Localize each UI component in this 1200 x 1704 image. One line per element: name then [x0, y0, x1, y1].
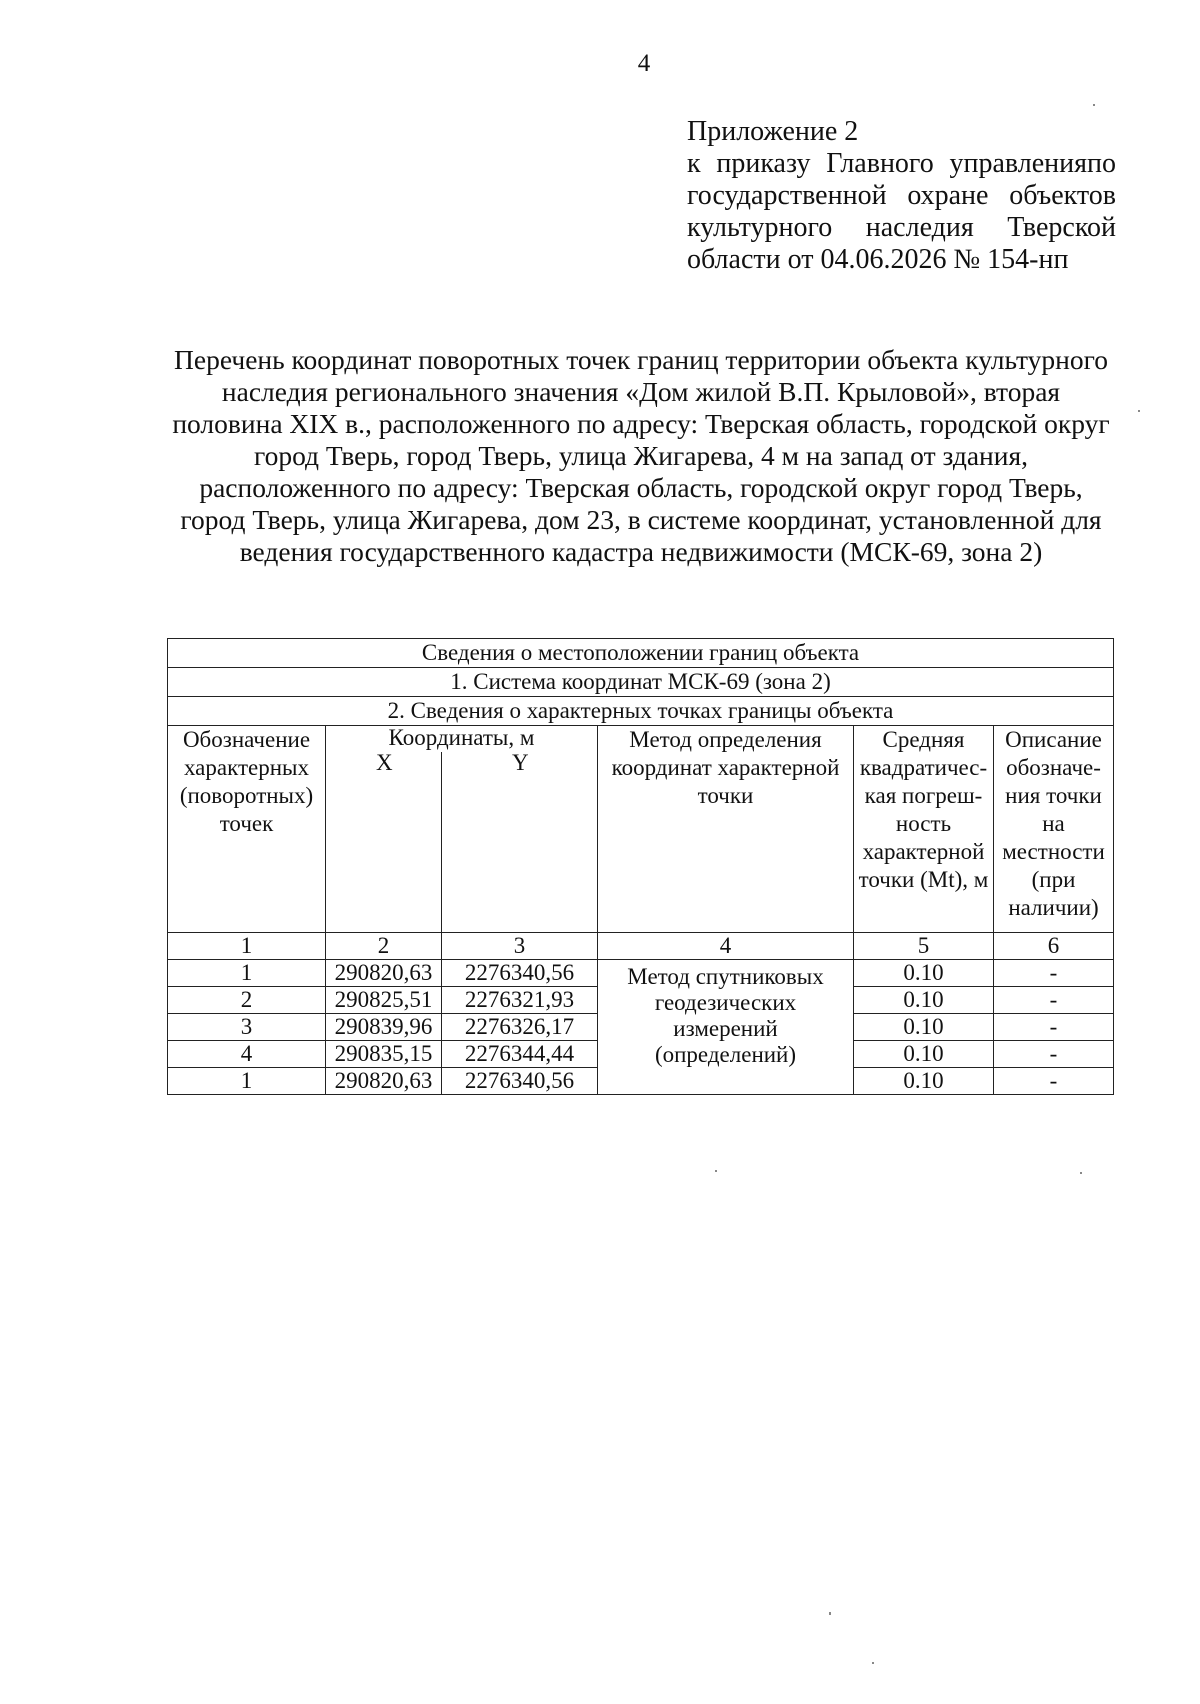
y-coordinate: 2276340,56 [442, 1068, 598, 1095]
col-number-4: 4 [598, 933, 854, 960]
scan-speck [1138, 410, 1140, 412]
point-description: - [994, 960, 1114, 987]
col-header-desc: Описание обозначе-ния точки на местности (при наличии) [994, 726, 1114, 933]
point-number: 1 [168, 1068, 326, 1095]
col-header-point: Обозначение характерных (поворотных) точек [168, 726, 326, 933]
x-coordinate: 290825,51 [326, 987, 442, 1014]
scan-speck [872, 1662, 874, 1664]
y-coordinate: 2276326,17 [442, 1014, 598, 1041]
scan-speck [1080, 1172, 1082, 1174]
x-coordinate: 290820,63 [326, 1068, 442, 1095]
error-value: 0.10 [854, 987, 994, 1014]
method-description: Метод спутниковых геодезических измерений (определений) [598, 960, 854, 1095]
col-number-1: 1 [168, 933, 326, 960]
col-number-5: 5 [854, 933, 994, 960]
col-number-2: 2 [326, 933, 442, 960]
point-number: 3 [168, 1014, 326, 1041]
point-number: 1 [168, 960, 326, 987]
point-description: - [994, 1014, 1114, 1041]
error-value: 0.10 [854, 960, 994, 987]
col-number-3: 3 [442, 933, 598, 960]
x-coordinate: 290835,15 [326, 1041, 442, 1068]
scan-speck [715, 1170, 717, 1172]
coord-system-header: 1. Система координат МСК-69 (зона 2) [168, 668, 1114, 697]
col-header-error: Средняя квадратичес-кая погреш-ность характерной точки (Mt), м [854, 726, 994, 933]
y-coordinate: 2276344,44 [442, 1041, 598, 1068]
point-description: - [994, 987, 1114, 1014]
col-header-x: X [326, 752, 442, 933]
point-number: 4 [168, 1041, 326, 1068]
col-header-y: Y [442, 752, 598, 933]
appendix-title: Приложение 2 [687, 116, 859, 147]
point-number: 2 [168, 987, 326, 1014]
coordinates-table [167, 638, 1114, 1095]
error-value: 0.10 [854, 1014, 994, 1041]
y-coordinate: 2276340,56 [442, 960, 598, 987]
col-header-method: Метод определения координат характерной точки [598, 726, 854, 933]
point-description: - [994, 1041, 1114, 1068]
x-coordinate: 290839,96 [326, 1014, 442, 1041]
error-value: 0.10 [854, 1041, 994, 1068]
scan-speck [1093, 104, 1095, 106]
scan-speck [829, 1612, 831, 1615]
error-value: 0.10 [854, 1068, 994, 1095]
table-row [168, 960, 1114, 987]
col-number-6: 6 [994, 933, 1114, 960]
x-coordinate: 290820,63 [326, 960, 442, 987]
page-number: 4 [637, 50, 651, 77]
point-description: - [994, 1068, 1114, 1095]
appendix-reference: к приказу Главного управленияпо государственной охране объектов культурного наследия Тверской области от 04.06.2026 № 154-нп [687, 148, 1116, 275]
col-header-coords: Координаты, м [326, 726, 598, 753]
document-title: Перечень координат поворотных точек границ территории объекта культурного наследия регионального значения «Дом жилой В.П. Крыловой», вторая половина XIX в., расположенного по адресу: Тверская область, городской округ город Тверь, город Тверь, улица Жигарева, 4 м на запад от здания, расположенного по адресу: Тверская область, городской округ город Тверь, город Тверь, улица Жигарева, дом 23, в системе координат, установленной для ведения государственного кадастра недвижимости (МСК-69, зона 2) [172, 344, 1110, 567]
points-header: 2. Сведения о характерных точках границы объекта [168, 697, 1114, 726]
appendix-block [687, 116, 1116, 276]
section-header: Сведения о местоположении границ объекта [168, 639, 1114, 668]
y-coordinate: 2276321,93 [442, 987, 598, 1014]
